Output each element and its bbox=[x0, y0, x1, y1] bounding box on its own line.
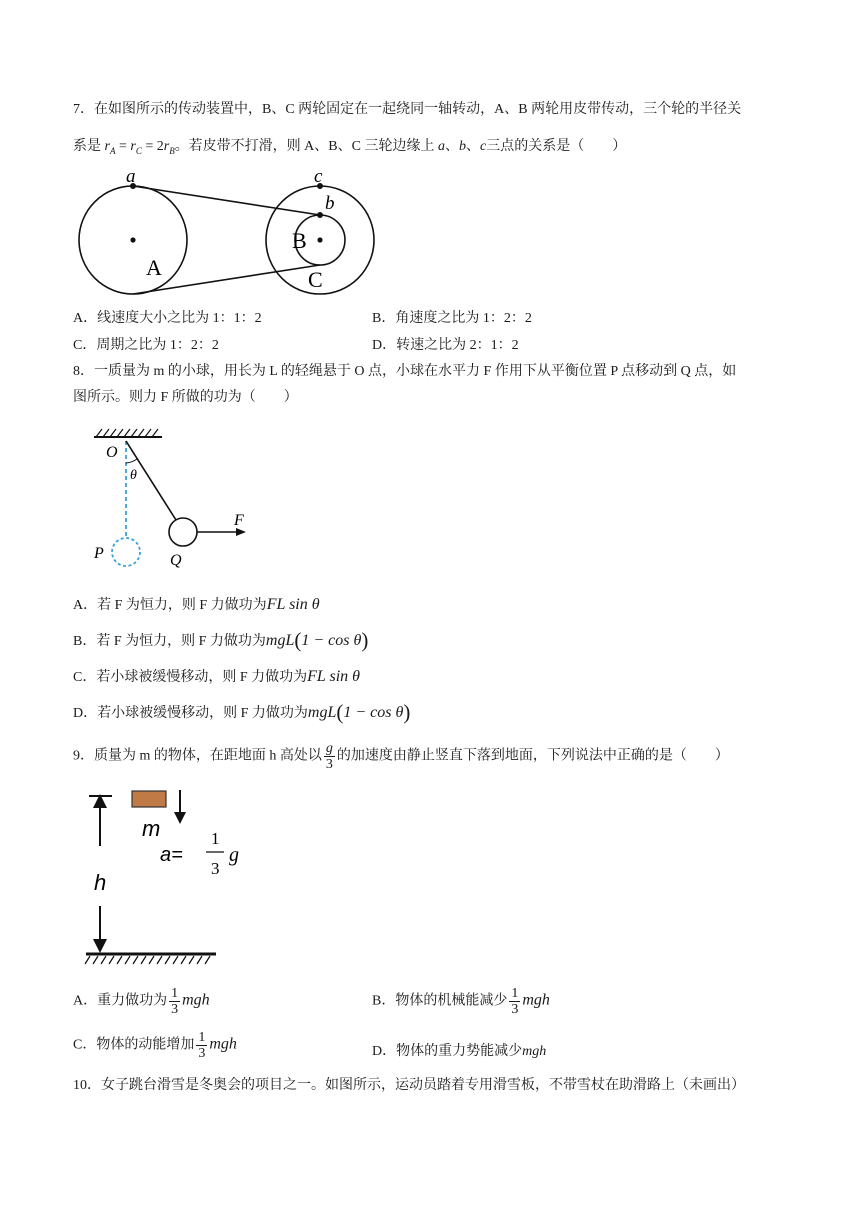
label-theta: θ bbox=[130, 468, 137, 483]
q9-option-c[interactable]: C．物体的动能增加 $\frac{1}{3}$ mgh bbox=[73, 1030, 237, 1061]
label-g: g bbox=[229, 844, 239, 866]
ball-q bbox=[169, 518, 197, 546]
label-a-eq: a= bbox=[160, 844, 183, 866]
belt-top bbox=[133, 186, 320, 215]
q9-stem: 9．质量为 m 的物体，在距地面 h 高处以 $\frac{g}{3}$ 的加速度由静止竖直下落到地面，下列说法中正确的是（ ） bbox=[73, 741, 729, 772]
q7-option-d[interactable]: D．转速之比为 2：1：2 bbox=[372, 338, 519, 353]
ball-p bbox=[112, 538, 140, 566]
q8-stem-line2: 图所示。则力 F 所做的功为（ ） bbox=[73, 390, 298, 405]
q10-stem-line1: 10．女子跳台滑雪是冬奥会的项目之一。如图所示，运动员踏着专用滑雪板，不带雪杖在助滑路上（未画出） bbox=[73, 1078, 745, 1093]
q7-option-b[interactable]: B．角速度之比为 1：2：2 bbox=[372, 311, 532, 326]
q7-option-c[interactable]: C．周期之比为 1：2：2 bbox=[73, 338, 219, 353]
q7-pulley-diagram bbox=[70, 165, 380, 300]
q9-option-a[interactable]: A．重力做功为 $\frac{1}{3}$ mgh bbox=[73, 986, 210, 1017]
q9-option-b[interactable]: B．物体的机械能减少 $\frac{1}{3}$ mgh bbox=[372, 986, 550, 1017]
q8-pendulum-diagram bbox=[88, 425, 258, 575]
label-a: a bbox=[126, 166, 136, 187]
q7-stem-line2: 系是 $r_A = r_C = 2r_B$。若皮带不打滑，则 A、B、C 三轮边缘上 a、b、c三点的关系是（ ） bbox=[73, 139, 627, 156]
label-A: A bbox=[146, 255, 162, 280]
label-frac-num: 1 bbox=[211, 829, 220, 848]
label-F: F bbox=[234, 512, 244, 529]
label-Q: Q bbox=[170, 552, 182, 569]
q8-option-b[interactable]: B．若 F 为恒力，则 F 力做功为mgL(1 − cos θ) bbox=[73, 628, 369, 652]
label-C: C bbox=[308, 267, 323, 292]
label-O: O bbox=[106, 444, 118, 461]
q7-option-a[interactable]: A．线速度大小之比为 1：1：2 bbox=[73, 311, 262, 326]
label-frac-den: 3 bbox=[211, 859, 220, 878]
label-c-point: c bbox=[314, 166, 323, 187]
q8-option-a[interactable]: A．若 F 为恒力，则 F 力做功为FL sin θ bbox=[73, 596, 320, 613]
label-B: B bbox=[292, 228, 307, 253]
label-m: m bbox=[142, 816, 161, 841]
mass-block bbox=[132, 791, 166, 807]
label-h: h bbox=[94, 870, 107, 895]
q8-stem-line1: 8．一质量为 m 的小球，用长为 L 的轻绳悬于 O 点，小球在水平力 F 作用下从平衡位置 P 点移动到 Q 点，如 bbox=[73, 364, 737, 379]
q9-option-d[interactable]: D．物体的重力势能减少mgh bbox=[372, 1044, 547, 1059]
q7-stem-line1: 7．在如图所示的传动装置中，B、C 两轮固定在一起绕同一轴转动，A、B 两轮用皮带传动，三个轮的半径关 bbox=[73, 102, 742, 117]
label-b-point: b bbox=[325, 193, 335, 214]
q9-falling-diagram bbox=[84, 788, 254, 968]
label-P: P bbox=[94, 545, 104, 562]
q8-option-c[interactable]: C．若小球被缓慢移动，则 F 力做功为FL sin θ bbox=[73, 668, 361, 685]
q8-option-d[interactable]: D．若小球被缓慢移动，则 F 力做功为mgL(1 − cos θ) bbox=[73, 700, 411, 724]
